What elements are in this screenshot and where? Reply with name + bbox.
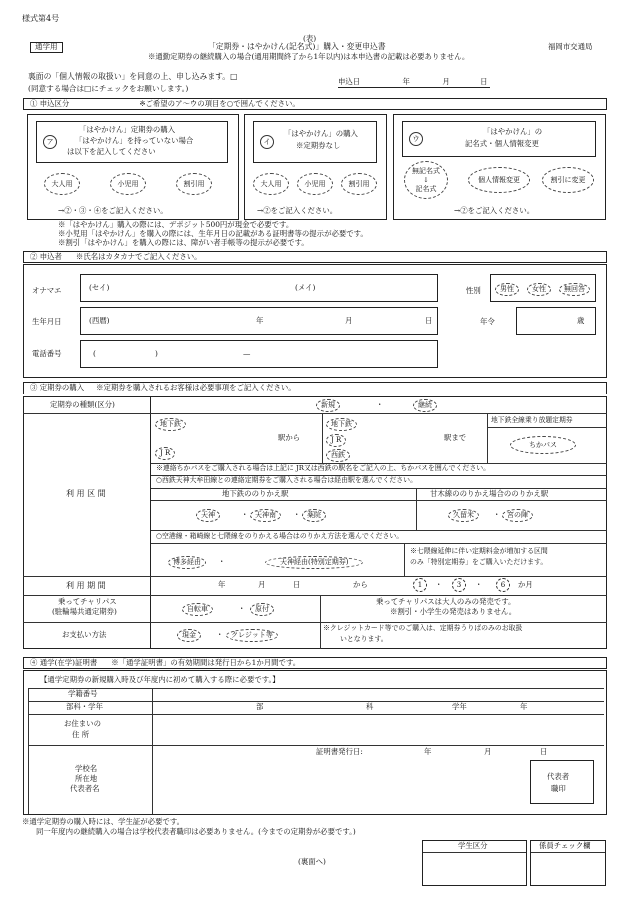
option-c-named[interactable] xyxy=(404,161,448,199)
sex-male[interactable]: 男性 xyxy=(495,283,519,296)
section1-header: ① 申込区分 ※ご希望のア〜ウの項目を○で囲んでください。 xyxy=(23,98,607,110)
subway-transfer-head: 地下鉄ののりかえ駅 xyxy=(222,489,289,498)
sex-field[interactable] xyxy=(490,274,596,302)
transfer-tenjinminami[interactable]: 天神南 xyxy=(250,509,281,522)
option-c-desc xyxy=(402,121,596,157)
s4-line xyxy=(28,701,604,702)
from-suffix: 駅から xyxy=(278,433,301,442)
section-label: 利 用 区 間 xyxy=(66,489,106,498)
student-class-label: 学生区分 xyxy=(458,841,488,850)
pay-cash[interactable]: 現金 xyxy=(177,629,201,642)
option-a-guide: →②・③・④をご記入ください。 xyxy=(58,206,168,215)
birth-label: 生年月日 xyxy=(32,317,62,326)
period-6[interactable]: 6 xyxy=(496,578,510,592)
seal-label-1: 代表者 xyxy=(547,772,570,781)
option-c-named-1: 無記名式 xyxy=(412,166,440,175)
apply-date[interactable] xyxy=(338,78,490,88)
transfer-kurume[interactable]: 久留米 xyxy=(448,509,479,522)
seal-box[interactable] xyxy=(530,760,594,804)
sep-dot: ・ xyxy=(218,557,226,566)
to-suffix: 駅まで xyxy=(444,433,467,442)
section3-header: ③ 定期券の購入 ※定期券を購入されるお客様は必要事項をご記入ください。 xyxy=(23,382,607,394)
period-from: から xyxy=(353,580,368,589)
option-b-mark: イ xyxy=(260,135,274,149)
option-a-box[interactable] xyxy=(27,114,239,220)
option-b-desc xyxy=(253,121,377,163)
free-pass-head: 地下鉄全線乗り放題定期券 xyxy=(491,416,573,424)
s4-sub: 【通学定期券の新規購入時及び年度内に初めて購入する際に必要です。】 xyxy=(40,675,280,684)
pay-note-2: いとなります。 xyxy=(340,635,388,643)
s3-divider xyxy=(404,543,405,576)
dept-grade: 学年 xyxy=(452,702,467,711)
s3-divider xyxy=(320,595,321,649)
age-label: 年令 xyxy=(480,317,495,326)
school-rep-label: 代表者名 xyxy=(70,784,100,793)
pay-credit[interactable]: クレジット等 xyxy=(226,629,278,642)
apply-year: 年 xyxy=(402,77,410,86)
kind-new[interactable]: 新規 xyxy=(316,399,340,412)
school-addr-label: 所在地 xyxy=(75,774,98,783)
s3-divider xyxy=(322,413,323,463)
s3-line xyxy=(151,500,607,501)
s1-note-2: ※小児用「はやかけん」を購入の際には、生年月日の記載がある証明書等の提示が必要です。 xyxy=(58,229,368,238)
option-b-guide: →②をご記入ください。 xyxy=(257,206,338,215)
option-a-adult[interactable]: 大人用 xyxy=(44,173,80,195)
s4-line xyxy=(28,688,604,689)
issue-m: 月 xyxy=(484,747,492,756)
consent-note: (同意する場合は□にチェックをお願いします。) xyxy=(28,84,189,93)
tel-paren-close: ) xyxy=(155,349,158,358)
to-subway[interactable]: 地下鉄 xyxy=(326,418,357,431)
section4-header: ④ 通学(在学)証明書 ※「通学証明書」の有効期間は発行日から1か月間です。 xyxy=(23,657,607,669)
from-subway[interactable]: 地下鉄 xyxy=(155,418,186,431)
option-a-text1: 「はやかけん」定期券の購入 xyxy=(79,125,176,134)
option-a-mark: ア xyxy=(43,135,57,149)
option-a-child[interactable]: 小児用 xyxy=(110,173,146,195)
birth-y: 年 xyxy=(256,316,264,325)
option-b-child[interactable]: 小児用 xyxy=(297,173,333,195)
option-b-box[interactable] xyxy=(244,114,387,220)
birth-era: (西暦) xyxy=(89,316,110,325)
sex-label: 性別 xyxy=(466,286,481,295)
option-a-discount[interactable]: 割引用 xyxy=(176,173,212,195)
pay-label: お支払い方法 xyxy=(62,630,107,639)
footer-note-2: 同一年度内の継続購入の場合は学校代表者職印は必要ありません。(今までの定期券が必要です。) xyxy=(36,827,356,836)
s3-line xyxy=(23,622,607,623)
period-y: 年 xyxy=(218,580,226,589)
student-class-box[interactable] xyxy=(422,840,527,886)
option-a-text2: 「はやかけん」を持っていない場合 xyxy=(75,136,194,145)
staff-check-box[interactable] xyxy=(530,840,606,886)
usage-tag: 通学用 xyxy=(30,42,63,53)
from-jr[interactable]: J R xyxy=(155,447,175,460)
period-label: 利 用 期 間 xyxy=(66,581,106,590)
period-m: 月 xyxy=(258,580,266,589)
s4-line xyxy=(28,745,604,746)
sep-dot: ・ xyxy=(475,580,483,589)
route-note: ○空港線・箱崎線と七隈線をのりかえる場合はのりかえ方法を選んでください。 xyxy=(156,532,404,540)
option-b-text2: ※定期券なし xyxy=(296,141,341,150)
special-note-1: ※七隈線延伸に伴い定期料金が増加する区間 xyxy=(410,547,548,555)
age-unit: 歳 xyxy=(577,316,585,325)
tel-paren-open: ( xyxy=(93,349,96,358)
option-b-text1: 「はやかけん」の購入 xyxy=(284,129,358,138)
sex-female[interactable]: 女性 xyxy=(527,283,551,296)
sep-dot: ・ xyxy=(493,510,501,519)
s3-line xyxy=(23,595,607,596)
bike-label-2: (駐輪場共通定期券) xyxy=(52,607,117,616)
form-title: 「定期券・はやかけん(記名式)」購入・変更申込書 xyxy=(208,42,386,51)
special-note-2: のみ「特別定期券」をご購入いただけます。 xyxy=(410,558,548,566)
option-c-box[interactable] xyxy=(393,114,606,220)
option-c-text2: 記名式・個人情報変更 xyxy=(465,139,539,148)
option-c-guide: →②をご記入ください。 xyxy=(454,206,535,215)
birth-field[interactable] xyxy=(80,307,438,335)
nishitetsu-note: ○西鉄天神大牟田線との連絡定期券をご購入される場合は経由駅を選んでください。 xyxy=(156,476,417,484)
period-3[interactable]: 3 xyxy=(452,578,466,592)
addr-label-1: お住まいの xyxy=(64,719,101,728)
option-b-discount[interactable]: 割引用 xyxy=(341,173,377,195)
bike-bicycle[interactable]: 自転車 xyxy=(182,603,213,616)
kind-sep: ・ xyxy=(376,400,384,409)
s3-line xyxy=(151,543,607,544)
sep-dot: ・ xyxy=(435,580,443,589)
period-1[interactable]: 1 xyxy=(413,578,427,592)
kind-label: 定期券の種類(区分) xyxy=(50,400,115,409)
birth-m: 月 xyxy=(345,316,353,325)
name-field[interactable] xyxy=(80,274,438,302)
name-label: オナマエ xyxy=(32,286,62,295)
bike-label-1: 乗ってチャリパス xyxy=(58,597,117,606)
amagi-transfer-head: 甘木線ののりかえ場合ののりかえ駅 xyxy=(430,489,549,498)
tel-field[interactable] xyxy=(80,340,438,368)
section2-header: ② 申込者 ※氏名はカタカナでご記入ください。 xyxy=(23,251,607,263)
sep-dot: ・ xyxy=(216,630,224,639)
option-c-personal[interactable]: 個人情報変更 xyxy=(468,167,530,193)
consent-line: 裏面の「個人情報の取扱い」を同意の上、申し込みます。□ xyxy=(28,72,238,81)
s4-line xyxy=(28,714,604,715)
via-tenjin-special[interactable]: 天神経由(特別定期券) xyxy=(265,556,363,569)
age-field[interactable] xyxy=(516,307,596,335)
pay-note-1: ※クレジットカード等でのご購入は、定期券うりばのみのお取扱 xyxy=(323,624,523,632)
s4-line xyxy=(152,688,153,814)
s3-line xyxy=(23,576,607,577)
to-jr[interactable]: J R xyxy=(326,434,346,447)
section4-frame xyxy=(23,670,607,815)
transfer-yakuin[interactable]: 薬院 xyxy=(302,509,326,522)
school-label: 学校名 xyxy=(75,764,98,773)
period-d: 日 xyxy=(293,580,301,589)
name-mei: (メイ) xyxy=(295,283,316,292)
name-sei: (セイ) xyxy=(89,283,110,292)
top-note: ※通勤定期券の継続購入の場合(通用期間終了から1年以内)は本申込書の記載は必要ありません。 xyxy=(148,52,470,61)
option-a-text3: は以下を記入してください xyxy=(67,147,156,156)
form-number: 様式第4号 xyxy=(22,14,60,23)
option-b-adult[interactable]: 大人用 xyxy=(253,173,289,195)
birth-d: 日 xyxy=(425,316,433,325)
s3-divider xyxy=(487,413,488,463)
back-label: (裏面へ) xyxy=(298,857,326,866)
transfer-tenjin[interactable]: 天神 xyxy=(196,509,220,522)
issue-d: 日 xyxy=(540,747,548,756)
s1-note-1: ※「はやかけん」購入の際には、デポジット500円が現金で必要です。 xyxy=(58,220,294,229)
to-nishitetsu[interactable]: 西鉄 xyxy=(326,449,350,462)
transfer-miyanojin[interactable]: 宮の陣 xyxy=(502,509,533,522)
option-c-text1: 「はやかけん」の xyxy=(483,127,543,136)
bike-moped[interactable]: 原付 xyxy=(250,603,274,616)
side-label: (表) xyxy=(303,34,317,43)
option-a-desc xyxy=(36,121,228,163)
sex-none[interactable]: 無回答 xyxy=(559,283,590,296)
option-c-mark: ウ xyxy=(409,132,423,146)
apply-month: 月 xyxy=(442,77,450,86)
period-months: か月 xyxy=(518,580,533,589)
s3-divider xyxy=(416,488,417,530)
s4-line xyxy=(28,688,29,814)
bike-note-2: ※割引・小学生の発売はありません。 xyxy=(390,607,517,616)
issuer: 福岡市交通局 xyxy=(548,42,593,51)
sep-dot: ・ xyxy=(238,604,246,613)
chika-note: ※連絡ちかパスをご購入される場合は上記に JR又は西鉄の駅名をご記入の上、ちかパスを囲んでください。 xyxy=(156,464,490,472)
s3-line xyxy=(151,530,607,531)
apply-day: 日 xyxy=(480,77,488,86)
sep-dot: ・ xyxy=(293,510,301,519)
s1-note-3: ※割引「はやかけん」を購入の際には、障がい者手帳等の提示が必要です。 xyxy=(58,238,309,247)
sep-dot: ・ xyxy=(241,510,249,519)
chika-pass[interactable]: ちかパス xyxy=(510,436,576,454)
s3-line xyxy=(487,427,607,428)
via-hakata[interactable]: 博多経由 xyxy=(168,556,206,569)
bike-note-1: 乗ってチャリパスは大人のみの発売です。 xyxy=(376,597,516,606)
kind-continue[interactable]: 継続 xyxy=(413,399,437,412)
issue-y: 年 xyxy=(424,747,432,756)
s3-line xyxy=(23,413,607,414)
dept-ka: 科 xyxy=(366,702,374,711)
option-c-named-2: 記名式 xyxy=(415,184,437,193)
student-no-label: 学籍番号 xyxy=(68,689,98,698)
tel-label: 電話番号 xyxy=(32,349,62,358)
addr-label-2: 住 所 xyxy=(72,730,90,739)
dept-bu: 部 xyxy=(256,702,264,711)
dept-nen: 年 xyxy=(520,702,528,711)
issue-date-label: 証明書発行日: xyxy=(316,747,363,756)
footer-note-1: ※通学定期券の購入時には、学生証が必要です。 xyxy=(22,817,185,826)
staff-check-label: 係員チェック欄 xyxy=(539,841,591,850)
seal-label-2: 職印 xyxy=(551,784,566,793)
option-c-named-arrow: ↓ xyxy=(423,175,429,184)
apply-date-label: 申込日 xyxy=(338,77,361,86)
tel-dash: — xyxy=(243,349,251,358)
option-c-discount[interactable]: 割引に変更 xyxy=(542,167,594,193)
dept-label: 部科・学年 xyxy=(66,702,103,711)
